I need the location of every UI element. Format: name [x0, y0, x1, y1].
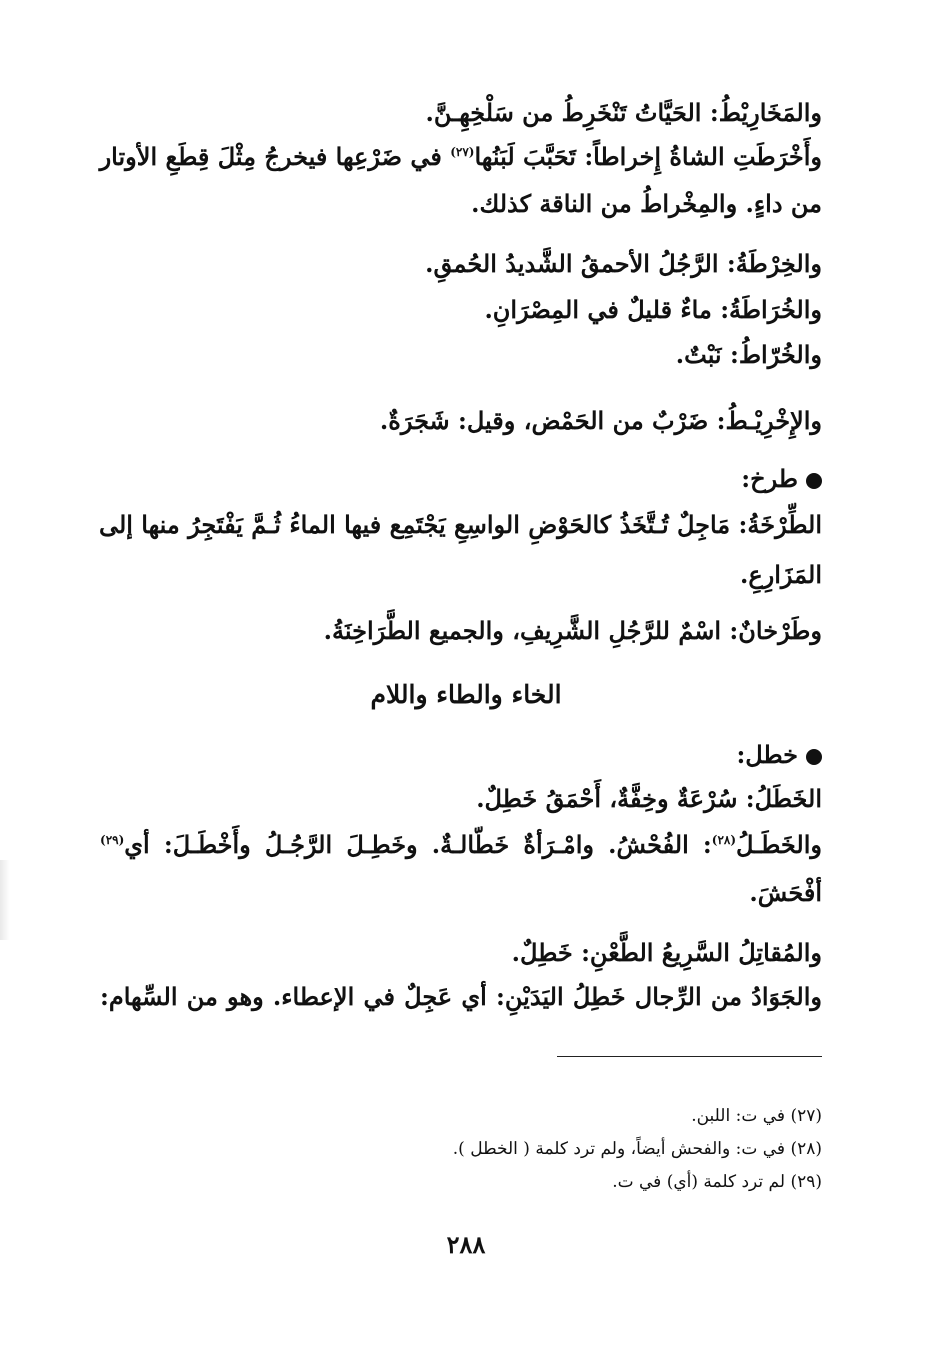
entry-text: من داءٍ. والمِخْراطُ من الناقة كذلك. [471, 189, 822, 218]
entry-text: في ضَرْعِها فيخرجُ مِثْلَ قِطَعِ الأوتار [99, 142, 451, 171]
entry-line [740, 562, 822, 588]
entry-line [100, 832, 822, 858]
entry-text: والخُرَاطَةُ: ماءٌ قليلٌ في المِصْرَانِ. [484, 295, 822, 324]
bullet-icon [806, 473, 822, 489]
entry-text: والمُقاتِلُ السَّرِيعُ الطَّعْنِ: خَطِلٌ. [511, 938, 822, 967]
entry-text: والخَطَـلُ [736, 830, 822, 859]
page-number: ٢٨٨ [446, 1230, 486, 1259]
entry-line [676, 342, 822, 368]
entry-text: : الفُحْشُ. وامْـرَأةٌ خَطّالـةٌ. وخَطِـلَ الرَّجُـلُ وأَخْطَـلَ: أي [124, 830, 712, 859]
entry-line [426, 100, 822, 126]
entry-text: والمَخَارِيْطُ: الحَيَّاتُ تَنْخَرِطُ من سَلْخِهِـنَّ. [425, 98, 822, 127]
footnote: (٢٨) في ت: والفحش أيضاً، ولم ترد كلمة ( الخطل ). [452, 1139, 822, 1159]
entry-line [380, 408, 822, 434]
entry-line [100, 144, 822, 170]
entry-text: وأَخْرَطَتِ الشاةُ إِخراطاً: تَحَبَّبَ لَبَنُها [474, 142, 822, 171]
entry-line [324, 618, 822, 644]
footnote-separator [557, 1056, 822, 1057]
footnote: (٢٩) لم ترد كلمة (أي) في ت. [612, 1172, 822, 1192]
scan-edge [0, 860, 10, 940]
entry-text: الطِّرْخَةُ: مَاجِلٌ تُـتَّخَذُ كالحَوْضِ الواسِعِ يَجْتَمِع فيها الماءُ ثُـمَّ يَفْتَجِرُ منها إلى [98, 510, 822, 539]
root-heading [741, 466, 822, 492]
entry-line [749, 880, 822, 906]
footnote-marker: (٢٧) [450, 145, 475, 159]
root-heading-text: طرخ: [741, 464, 798, 493]
entry-text: والجَوَادُ من الرِّجال خَطِلُ اليَدَيْنِ: أي عَجِلٌ في الإعطاء. وهو من السِّهام: [100, 982, 822, 1011]
section-title: الخاء والطاء واللام [370, 680, 562, 709]
entry-line [100, 512, 822, 538]
entry-line [100, 984, 822, 1010]
entry-text: المَزَارِعِ. [739, 560, 822, 589]
root-heading [736, 742, 822, 768]
entry-line [512, 940, 822, 966]
entry-text: أفْحَشَ. [749, 878, 822, 907]
entry-text: وطَرْخانٌ: اسْمٌ للرَّجُلِ الشَّرِيفِ، والجميع الطَّرَاخِنَةُ. [323, 616, 822, 645]
footnote-marker: (٢٨) [711, 833, 737, 847]
entry-text: والخِرْطَةُ: الرَّجُلُ الأحمقُ الشَّديدُ الحُمقِ. [425, 249, 822, 278]
entry-text: والخُرّاطُ: نَبْتٌ. [675, 340, 822, 369]
footnote-marker: (٢٩) [100, 833, 125, 847]
entry-text: والإِخْرِيْـطُ: ضَرْبٌ من الحَمْض، وقيل: شَجَرَةٌ. [379, 406, 822, 435]
entry-line [476, 786, 822, 812]
root-heading-text: خطل: [736, 740, 798, 769]
entry-line [484, 297, 822, 323]
entry-line [425, 251, 822, 277]
bullet-icon [806, 749, 822, 765]
entry-text: الخَطَلُ: سُرْعَةٌ وخِفَّةٌ، أَحْمَقُ خَطِلٌ. [476, 784, 822, 813]
entry-line [471, 191, 822, 217]
footnote: (٢٧) في ت: اللبن. [691, 1106, 822, 1126]
